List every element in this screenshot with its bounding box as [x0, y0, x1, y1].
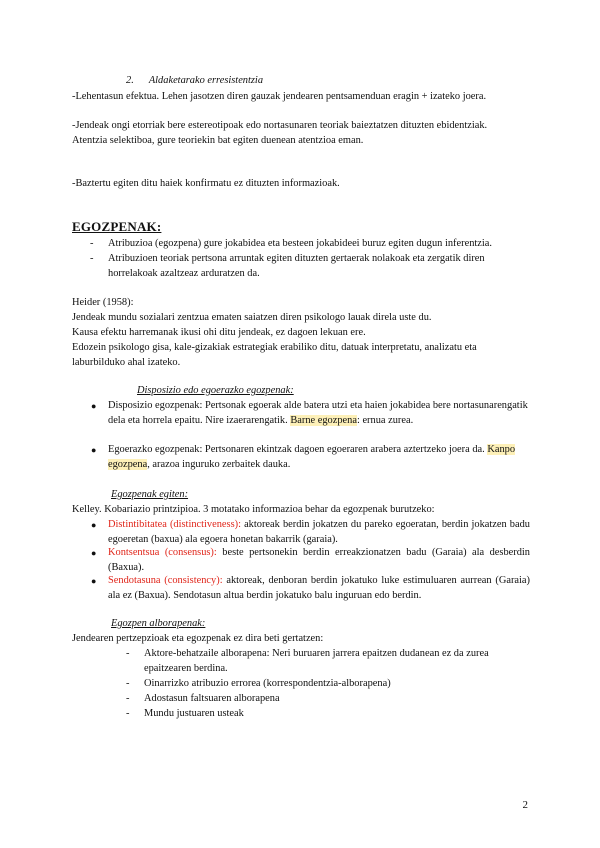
disposizio-item-1	[108, 398, 530, 428]
bullet-icon: ●	[91, 520, 97, 530]
bullet-icon: ●	[91, 548, 97, 558]
egiten-item-1-text: aktoreak berdin jokatzen du pareko egoeratan, berdin jokatzen badu egoeretan (baxua) ala egoera honetan bakarrik (garaia).	[108, 519, 530, 545]
disposizio-item-2-text: Egoerazko egozpenak: Pertsonaren ekintzak dagoen egoeraren arabera aztertzeko joera da.	[108, 444, 488, 455]
egiten-item-2-text: beste pertsonekin berdin erreakzionatzen badu (Garaia) ala desberdin (Baxua).	[108, 547, 530, 573]
disposizio-subheading: Disposizio edo egoerazko egozpenak:	[137, 385, 294, 396]
kontsentsua-label: Kontsentsua (consensus):	[108, 547, 217, 558]
alborapenak-subheading: Egozpen alborapenak:	[111, 618, 206, 629]
disposizio-item-1-tail: : ernua zurea.	[356, 415, 414, 426]
page-number: 2	[522, 799, 528, 811]
disposizio-item-2-tail: , arazoa inguruko zerbaitek dauka.	[147, 459, 291, 470]
distintibitatea-label: Distintibitatea (distinctiveness):	[108, 519, 241, 530]
egiten-item-1	[108, 517, 530, 547]
egiten-item-3-text: aktoreak, denboran berdin jokatuko luke estimuluaren aurrean (Garaia) ala ez (Baxua). Sendotasun altua berdin jokatuko balu inguruan edo berdin.	[108, 575, 530, 601]
egiten-subheading: Egozpenak egiten:	[111, 489, 189, 500]
dash-marker: -	[90, 238, 94, 249]
bullet-icon: ●	[91, 401, 97, 411]
section-2-title	[126, 73, 263, 88]
disposizio-item-2	[108, 442, 530, 472]
disposizio-item-1-text: Disposizio egozpenak: Pertsonak egoerak alde batera utzi eta haien jokabidea bere nortasunarengatik dela eta horrela epaitu. Nire izaerarengatik.	[108, 400, 528, 426]
dash-marker: -	[126, 648, 130, 659]
dash-marker: -	[126, 678, 130, 689]
egiten-item-2	[108, 545, 530, 575]
egiten-intro: Kelley. Kobariazio printzipioa. 3 motatako informazioa behar da egozpenak burutzeko:	[72, 504, 435, 515]
bullet-icon: ●	[91, 445, 97, 455]
section-2-line-1: -Lehentasun efektua. Lehen jasotzen diren gauzak jendearen pentsamenduan eragin + izateko joera.	[72, 91, 487, 102]
section-2-line-4: -Baztertu egiten ditu haiek konfirmatu ez dituzten informazioak.	[72, 178, 340, 189]
alborapenak-intro: Jendearen pertzepzioak eta egozpenak ez dira beti gertatzen:	[72, 633, 324, 644]
bullet-icon: ●	[91, 576, 97, 586]
egozpenak-heading: EGOZPENAK:	[72, 219, 162, 234]
alborapen-item-text: Mundu justuaren usteak	[144, 708, 244, 719]
heider-line-4: Edozein psikologo gisa, kale-gizakiak estrategiak erabiliko ditu, datuak interpretatu, analizatu eta laburbilduko ahal izateko.	[72, 342, 477, 368]
alborapen-item-text: Aktore-behatzaile alborapena: Neri buruaren jarrera epaitzen dudanean ez da zurea epaitzearen berdina.	[144, 648, 489, 674]
dash-item-text: Atribuzioen teoriak pertsona arruntak egiten dituzten gertaerak nolakoak eta zergatik diren horrelakoak azaltzeaz arduratzen da.	[108, 253, 485, 279]
section-2-line-3: Atentzia selektiboa, gure teoriekin bat egiten duenean atentzioa eman.	[72, 135, 364, 146]
heider-line-2: Jendeak mundu sozialari zentzua ematen saiatzen diren psikologo lauak direla uste du.	[72, 312, 432, 323]
section-title: Aldaketarako erresistentzia	[148, 75, 264, 86]
heider-line-3: Kausa efektu harremanak ikusi ohi ditu jendeak, ez dagoen lekuan ere.	[72, 327, 366, 338]
section-number: 2.	[126, 75, 134, 86]
sendotasuna-label: Sendotasuna (consistency):	[108, 575, 223, 586]
dash-marker: -	[126, 708, 130, 719]
alborapen-item-text: Adostasun faltsuaren alborapena	[144, 693, 280, 704]
alborapen-item-text: Oinarrizko atribuzio errorea (korrespondentzia-alborapena)	[144, 678, 391, 689]
dash-marker: -	[126, 693, 130, 704]
heider-line-1: Heider (1958):	[72, 297, 134, 308]
dash-marker: -	[90, 253, 94, 264]
dash-item-text: Atribuzioa (egozpena) gure jokabidea eta besteen jokabideei buruz egiten dugun inferentzia.	[108, 238, 492, 249]
egiten-item-3	[108, 573, 530, 603]
section-2-line-2: -Jendeak ongi etorriak bere estereotipoak edo nortasunaren teoriak baieztatzen dituzten ebidentziak.	[72, 120, 488, 131]
barne-egozpena-highlight: Barne egozpena	[290, 415, 357, 426]
kanpo-egozpena-highlight: Kanpo egozpena	[108, 444, 516, 470]
